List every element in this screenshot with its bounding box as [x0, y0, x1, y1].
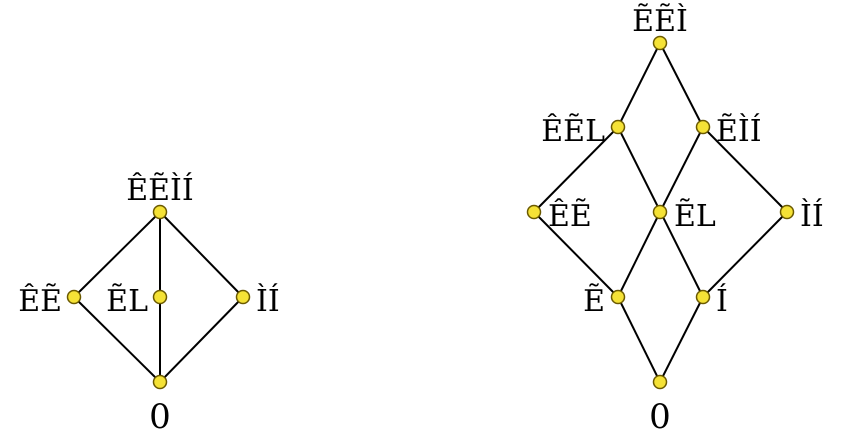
node-l1a [612, 121, 625, 134]
node-label-l1b: ẼÌÍ [716, 114, 762, 149]
node-l2c [781, 206, 794, 219]
node-label-l2c: ÌÍ [800, 199, 824, 234]
node-label-l3b: Í [716, 284, 728, 319]
edge-top-c [160, 212, 243, 297]
node-l1b [697, 121, 710, 134]
node-label-b: ẼL [106, 284, 148, 319]
edge-c-bottom [160, 297, 243, 382]
node-label-bottom: 0 [149, 397, 171, 435]
node-label-top: ÊẼÌÍ [126, 173, 194, 208]
edge-top-l1b [660, 43, 703, 127]
node-bottom [654, 376, 667, 389]
node-c [237, 291, 250, 304]
node-label-a: ÊẼ [18, 284, 62, 319]
node-label-l3a: Ẽ [583, 284, 605, 319]
edge-l3a-bottom [618, 297, 660, 382]
edge-l3b-bottom [660, 297, 703, 382]
right-lattice [528, 3, 824, 435]
node-a [68, 291, 81, 304]
node-label-c: ÌÍ [256, 284, 280, 319]
node-label-bottom: 0 [649, 397, 671, 435]
edge-l2b-l3a [618, 212, 660, 297]
node-bottom [154, 376, 167, 389]
node-label-l1a: ÊẼL [541, 114, 605, 149]
node-label-l2a: ÊẼ [548, 199, 592, 234]
node-label-l2b: ẼL [674, 199, 716, 234]
node-b [154, 291, 167, 304]
edge-top-l1a [618, 43, 660, 127]
node-l3a [612, 291, 625, 304]
node-l3b [697, 291, 710, 304]
node-l2b [654, 206, 667, 219]
node-l2a [528, 206, 541, 219]
left-lattice [18, 172, 280, 435]
node-label-top: ẼẼÌ [632, 4, 688, 39]
